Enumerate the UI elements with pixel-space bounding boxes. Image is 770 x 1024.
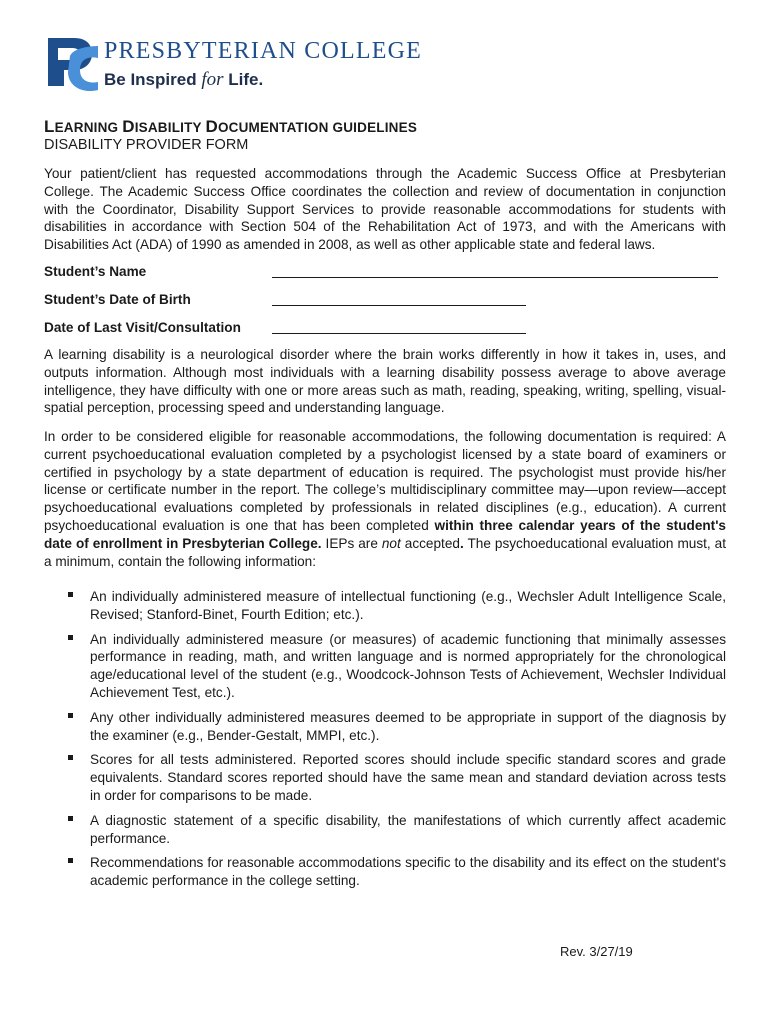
bullet-square-icon xyxy=(68,635,73,640)
student-name-line[interactable] xyxy=(272,277,718,278)
college-logo xyxy=(44,34,422,96)
dob-line[interactable] xyxy=(272,305,526,306)
document-title xyxy=(44,117,417,137)
tagline-post: Life. xyxy=(223,70,264,89)
requirement-item xyxy=(44,709,726,745)
title-word-isability: ISABILITY xyxy=(134,120,206,135)
requirement-item xyxy=(44,751,726,804)
title-cap-d1: D xyxy=(122,117,135,136)
requirement-text: Scores for all tests administered. Reported scores should include specific standard scores and grade equivalents. Standard scores reported should have the same mean and standard deviation across tests in order for comparisons to be made. xyxy=(90,752,726,803)
bullet-square-icon xyxy=(68,592,73,597)
requirement-text: Any other individually administered measures deemed to be appropriate in support of the diagnosis by the examiner (e.g., Bender-Gestalt, MMPI, etc.). xyxy=(90,709,726,743)
eligibility-italic: not xyxy=(381,535,401,551)
eligibility-bold-1: within three calendar years of the student's date of enrollment in Presbyterian College. xyxy=(44,517,726,551)
eligibility-bold-period: . xyxy=(459,535,464,551)
requirements-list xyxy=(44,588,726,897)
requirement-item xyxy=(44,812,726,848)
bullet-square-icon xyxy=(68,713,73,718)
pc-monogram-icon xyxy=(44,34,100,92)
eligibility-text-2: IEPs are xyxy=(321,535,382,551)
requirement-item xyxy=(44,588,726,624)
definition-paragraph: A learning disability is a neurological disorder where the brain works differently in how it takes in, uses, and outputs information. Although most individuals with a learning disability possess average to above average intelligence, they have difficulty with one or more areas such as math, reading, speaking, writing, spelling, visual-spatial perception, processing speed and understanding language. xyxy=(44,347,726,416)
eligibility-text-4: The psychoeducational evaluation must, at a minimum, contain the following information: xyxy=(44,535,727,569)
requirement-item xyxy=(44,854,726,890)
tagline-pre: Be Inspired xyxy=(104,70,202,89)
requirement-text: A diagnostic statement of a specific disability, the manifestations of which currently affect academic performance. xyxy=(90,812,726,846)
title-cap-d2: D xyxy=(205,117,218,136)
title-word-earning: EARNING xyxy=(54,120,123,135)
last-visit-label: Date of Last Visit/Consultation xyxy=(44,320,241,335)
bullet-square-icon xyxy=(68,816,73,821)
bullet-square-icon xyxy=(68,755,73,760)
requirement-item xyxy=(44,631,726,702)
document-subtitle: DISABILITY PROVIDER FORM xyxy=(44,137,249,153)
tagline-for: for xyxy=(201,69,224,90)
requirement-text: Recommendations for reasonable accommodations specific to the disability and its effect on the student's academic performance in the college setting. xyxy=(90,855,726,889)
last-visit-line[interactable] xyxy=(272,333,526,334)
title-cap-l: L xyxy=(44,117,55,136)
bullet-square-icon xyxy=(68,858,73,863)
college-tagline xyxy=(104,69,263,91)
eligibility-paragraph xyxy=(44,428,726,570)
eligibility-text-1: In order to be considered eligible for reasonable accommodations, the following documentation is required: A current psychoeducational evaluation completed by a psychologist licensed by a state board of examiners or certified in psychology by a state department of education is required. The psychologist must provide his/her license or certificate number in the report. The college’s multidisciplinary committee may—upon review—accept psychoeducational evaluations completed by professionals in related disciplines (e.g., education). A current psychoeducational evaluation is one that has been completed xyxy=(44,429,726,533)
intro-paragraph: Your patient/client has requested accommodations through the Academic Success Office at Presbyterian College. The Academic Success Office coordinates the collection and review of documentation in conjunction with the Coordinator, Disability Support Services to provide reasonable accommodations for students with disabilities in accordance with Section 504 of the Rehabilitation Act of 1973, and with the Americans with Disabilities Act (ADA) of 1990 as amended in 2008, as well as other applicable state and federal laws. xyxy=(44,166,726,253)
requirement-text: An individually administered measure of intellectual functioning (e.g., Wechsler Adult Intelligence Scale, Revised; Stanford-Binet, Fourth Edition; etc.). xyxy=(90,589,726,622)
revision-date: Rev. 3/27/19 xyxy=(560,944,633,959)
requirement-text: An individually administered measure (or measures) of academic functioning that minimally assesses performance in reading, math, and written language and is normed appropriately for the chronological age/educational level of the student (e.g., Woodcock-Johnson Tests of Achievement, Wechsler Individual Achievement Test, etc.). xyxy=(90,631,726,700)
eligibility-text-3: accepted xyxy=(400,535,460,551)
dob-label: Student’s Date of Birth xyxy=(44,292,191,307)
title-word-ocumentation: OCUMENTATION GUIDELINES xyxy=(217,120,418,135)
student-name-label: Student’s Name xyxy=(44,264,147,279)
college-name: PRESBYTERIAN COLLEGE xyxy=(104,38,422,64)
